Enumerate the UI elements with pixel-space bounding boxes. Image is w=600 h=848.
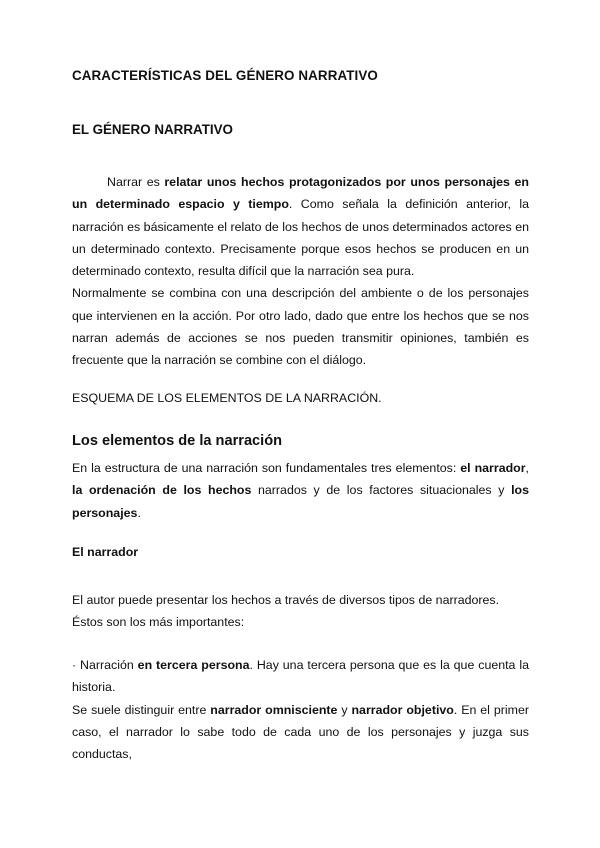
text-run: Narrar es [107, 175, 165, 189]
bold-objective: narrador objetivo [351, 702, 454, 717]
text-run: Se suele distinguir entre [72, 702, 211, 717]
text-run: . Como señala la definición anterior, la narración es básicamente el relato de los hechos de unos determinados actores en un determinado contexto. Precisamente porque esos hechos se producen en un determinado contexto, resulta difícil que la narración sea pura. [72, 197, 529, 279]
bold-ordering: la ordenación de los hechos [72, 483, 252, 498]
paragraph-third-person [72, 654, 529, 699]
paragraph-combination: Normalmente se combina con una descripción del ambiente o de los personajes que intervienen en la acción. Por otro lado, dado que entre los hechos que se nos narran además de acciones se nos pueden transmitir opiniones, también es frecuente que la narración se combine con el diálogo. [72, 286, 529, 368]
text-run: , [525, 461, 529, 475]
elements-block [72, 457, 529, 524]
paragraph-elements [72, 457, 529, 524]
document-title: CARACTERÍSTICAS DEL GÉNERO NARRATIVO [72, 68, 378, 83]
paragraph-narrator-types: El autor puede presentar los hechos a través de diversos tipos de narradores. Éstos son los más importantes: [72, 593, 500, 630]
section-title: EL GÉNERO NARRATIVO [72, 122, 233, 137]
bold-definition: relatar unos hechos protagonizados por unos personajes en un determinado espacio y tiempo [72, 175, 529, 212]
text-run: y [337, 702, 352, 717]
bold-characters: los personajes [72, 483, 529, 520]
bold-narrator: el narrador [460, 461, 526, 475]
text-run: · Narración [72, 658, 138, 672]
scheme-title: ESQUEMA DE LOS ELEMENTOS DE LA NARRACIÓN. [72, 391, 382, 405]
elements-heading: Los elementos de la narración [72, 433, 283, 449]
text-run: En la estructura de una narración son fundamentales tres elementos: [72, 461, 461, 475]
text-run: . [137, 505, 141, 520]
bold-third-person: en tercera persona [137, 658, 250, 672]
text-run: narrados y de los factores situacionales y [251, 483, 512, 498]
text-run: . Hay una tercera persona que es la que cuenta la historia. [72, 658, 530, 695]
paragraph-definition [72, 171, 529, 282]
narrator-intro-block [72, 589, 529, 634]
text-run: . En el primer caso, el narrador lo sabe todo de cada uno de los personajes y juzga sus conductas, [72, 702, 529, 762]
third-person-block [72, 654, 529, 765]
intro-block [72, 171, 529, 372]
narrator-heading: El narrador [72, 545, 139, 559]
paragraph-omniscient [72, 699, 529, 766]
bold-omniscient: narrador omnisciente [210, 702, 338, 717]
